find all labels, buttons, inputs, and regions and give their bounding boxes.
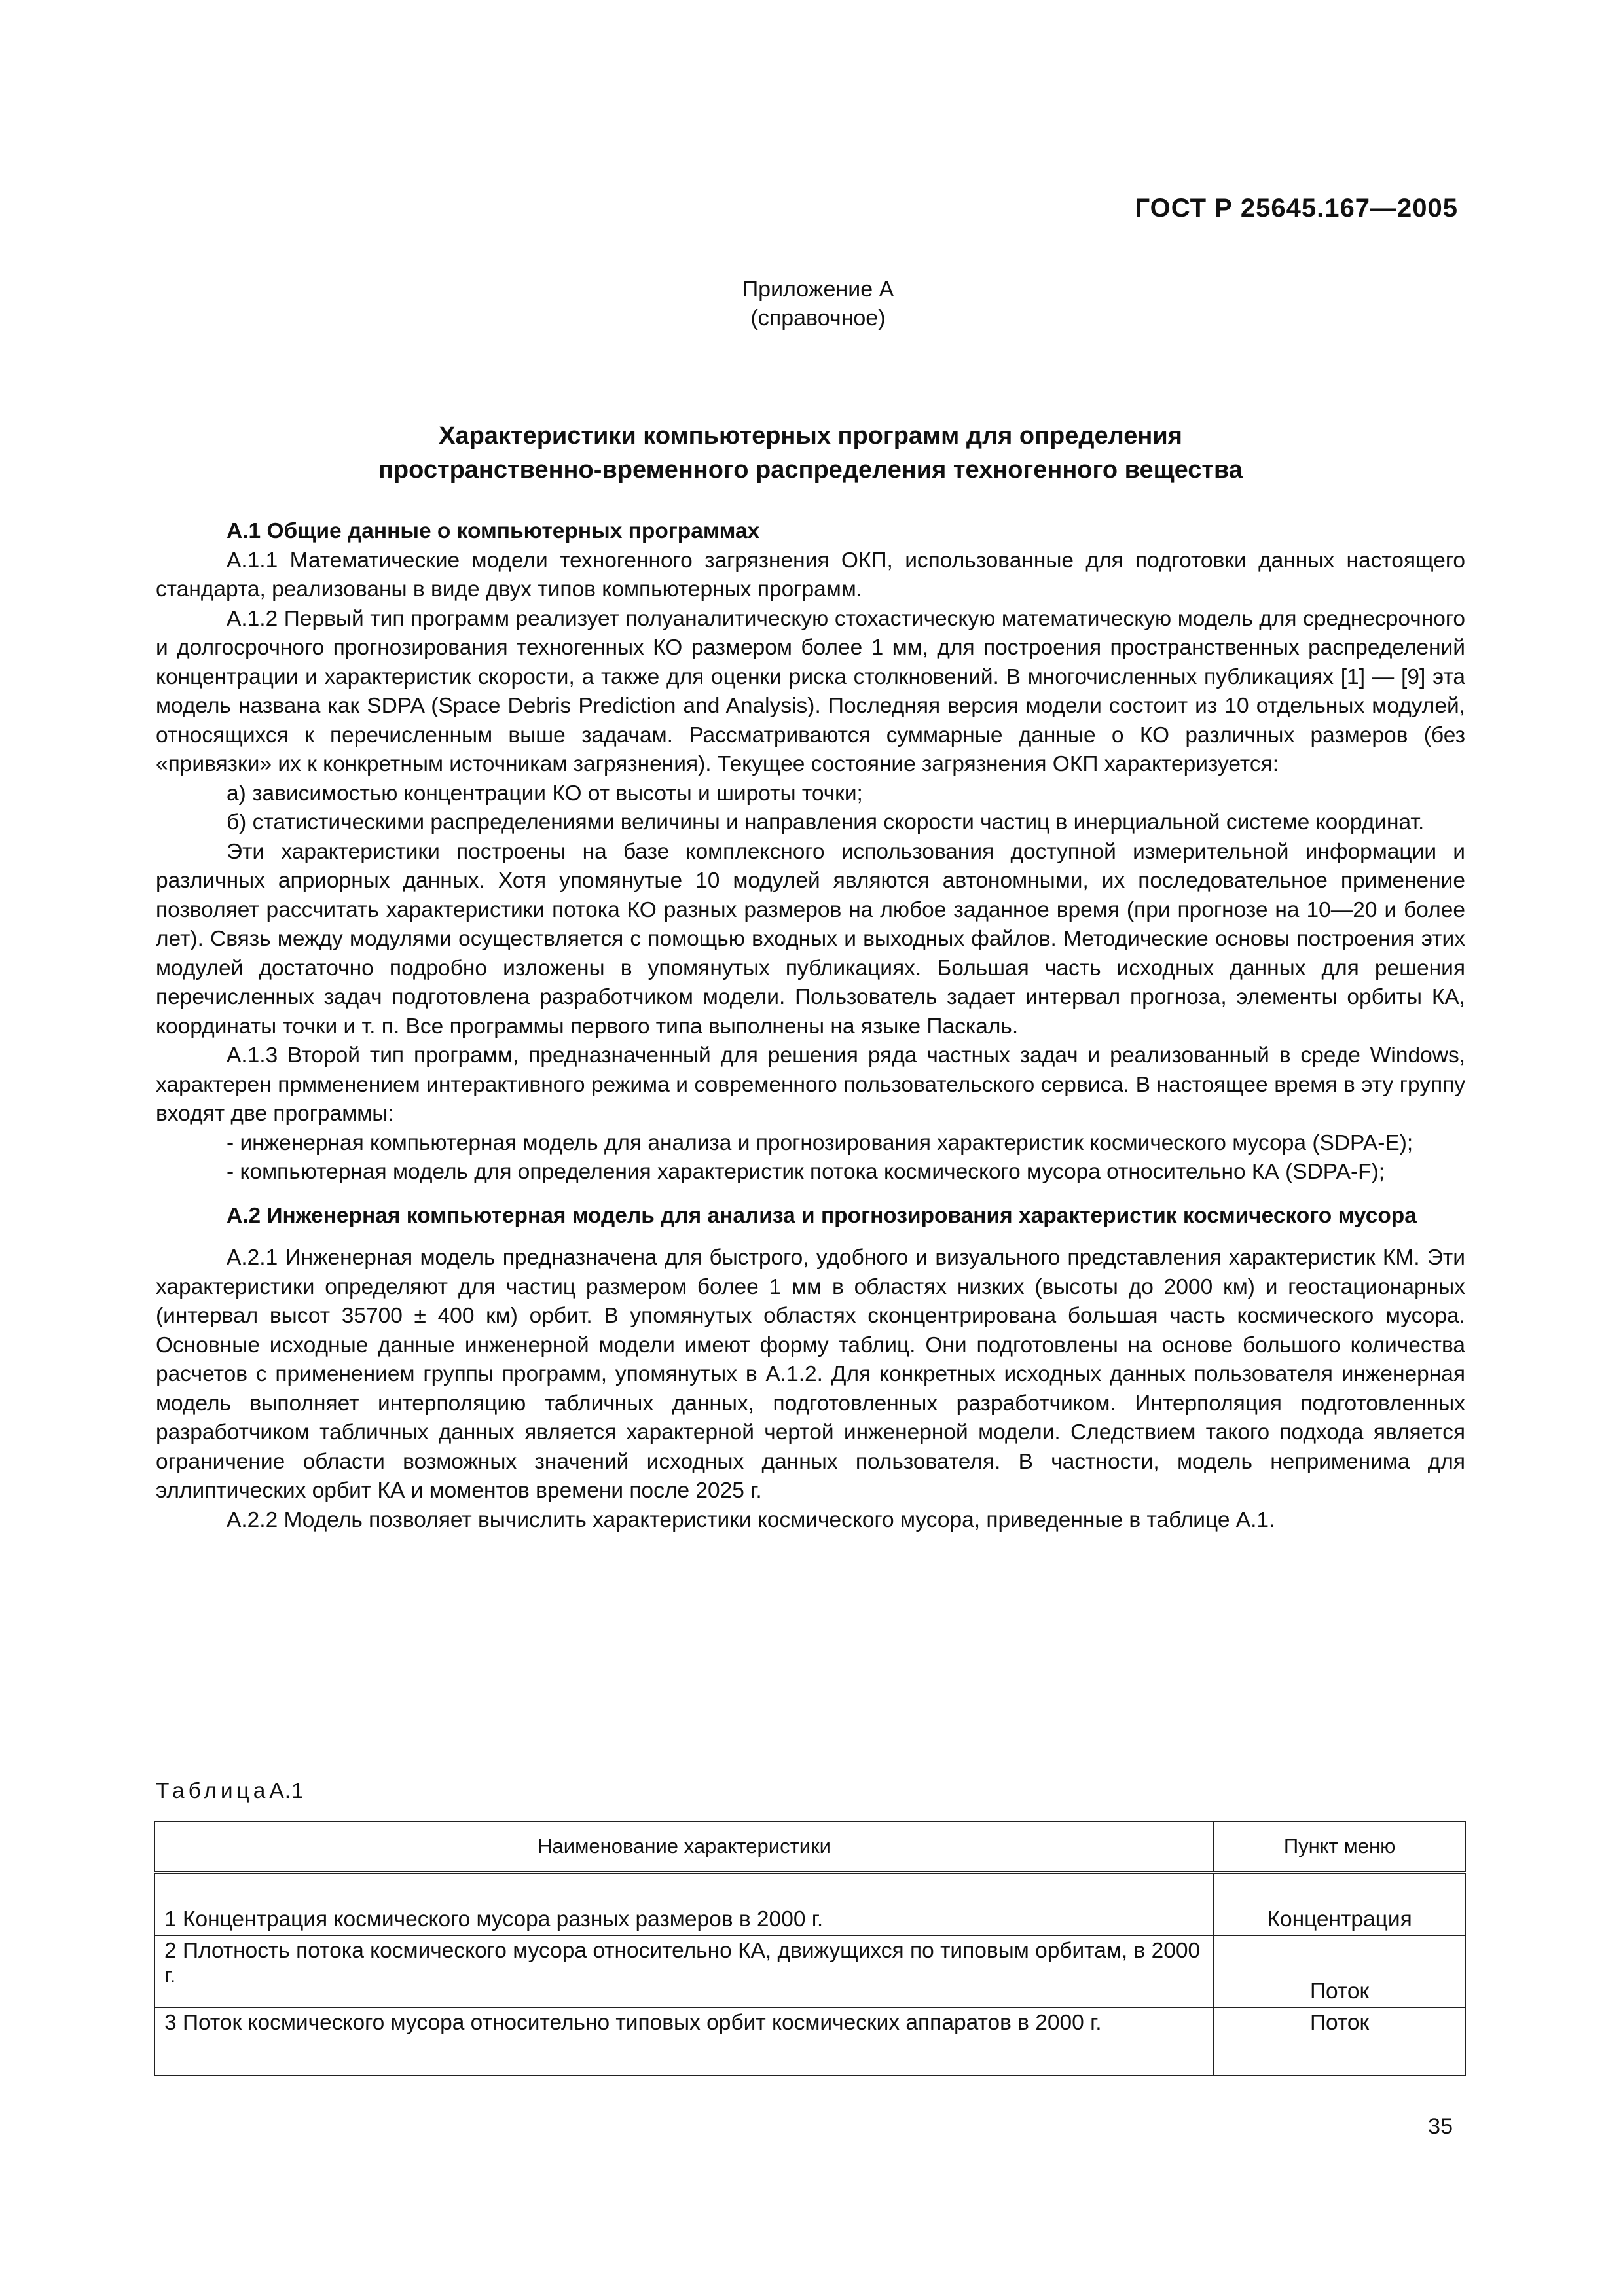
header-characteristic: Наименование характеристики: [155, 1821, 1214, 1873]
list-item-b: б) статистическими распределениями величины и направления скорости частиц в инерциальной системе координат.: [227, 810, 1425, 834]
paragraph-a2-1: А.2.1 Инженерная модель предназначена для быстрого, удобного и визуального представления характеристик КМ. Эти характеристики определяют для частиц размером более 1 мм в областях низких (высоты до 2000 км) и геостационарных (интервал высот 35700 ± 400 км) орбит. В упомянутых областях сконцентрирована большая часть космического мусора. Основные исходные данные инженерной модели имеют форму таблиц. Они подготовлены на основе большого количества расчетов с применением группы программ, упомянутых в А.1.2. Для конкретных исходных данных пользователя инженерная модель выполняет интерполяцию табличных данных, подготовленных разработчиком. Интерполяция подготовленных разработчиком табличных данных является характерной чертой инженерной модели. Следствием такого подхода является ограничение области возможных значений исходных данных пользователя. В частности, модель неприменима для эллиптических орбит КА и моментов времени после 2025 г.: [156, 1246, 1465, 1503]
standard-code: ГОСТ Р 25645.167—2005: [1135, 194, 1458, 223]
title-line-2: пространственно-временного распределения техногенного вещества: [378, 456, 1243, 484]
annex-title: Приложение А: [742, 277, 894, 302]
table-cell-characteristic: 2 Плотность потока космического мусора относительно КА, движущихся по типовым орбитам, в 2000 г.: [155, 1935, 1214, 2007]
table-caption-number: А.1: [269, 1779, 304, 1803]
table-cell-characteristic: 1 Концентрация космического мусора разных размеров в 2000 г.: [155, 1873, 1214, 1935]
annex-status: (справочное): [750, 306, 886, 331]
document-title: [156, 419, 1465, 487]
table-caption-label: Таблица: [156, 1779, 270, 1803]
table-cell-characteristic: 3 Поток космического мусора относительно типовых орбит космических аппаратов в 2000 г.: [155, 2007, 1214, 2075]
table-caption: [156, 1779, 304, 1804]
body-text: [156, 517, 1465, 1535]
characteristics-table: [154, 1821, 1466, 2076]
list-item-sdpa-f: - компьютерная модель для определения характеристик потока космического мусора относительно КА (SDPA-F);: [227, 1160, 1385, 1184]
table-cell-menu: Концентрация: [1214, 1873, 1465, 1935]
table-row: [155, 1935, 1465, 2007]
section-heading-a2: А.2 Инженерная компьютерная модель для анализа и прогнозирования характеристик космического мусора: [227, 1203, 1417, 1228]
table-cell-menu: Поток: [1214, 2007, 1465, 2075]
paragraph-a2-2: А.2.2 Модель позволяет вычислить характеристики космического мусора, приведенные в таблице А.1.: [227, 1507, 1275, 1532]
title-line-1: Характеристики компьютерных программ для определения: [439, 422, 1182, 450]
paragraph-a1-2-cont: Эти характеристики построены на базе комплексного использования доступной измерительной информации и различных априорных данных. Хотя упомянутые 10 модулей являются автономными, их последовательное применение позволяет рассчитать характеристики потока КО разных размеров на любое заданное время (при прогнозе на 10—20 и более лет). Связь между модулями осуществляется с помощью входных и выходных файлов. Методические основы построения этих модулей достаточно подробно изложены в упомянутых публикациях. Большая часть исходных данных для решения перечисленных задач подготовлена разработчиком модели. Пользователь задает интервал прогноза, элементы орбиты КА, координаты точки и т. п. Все программы первого типа выполнены на языке Паскаль.: [156, 839, 1465, 1039]
table-header-row: [155, 1821, 1465, 1873]
list-item-a: а) зависимостью концентрации КО от высоты и широты точки;: [227, 781, 863, 806]
section-heading-a1: А.1 Общие данные о компьютерных программах: [227, 519, 760, 543]
annex-label: [0, 275, 1623, 332]
paragraph-a1-2: А.1.2 Первый тип программ реализует полуаналитическую стохастическую математическую модель для среднесрочного и долгосрочного прогнозирования техногенных КО размером более 1 мм, для построения пространственных распределений концентрации и характеристик скорости, а также для оценки риска столкновений. В многочисленных публикациях [1] — [9] эта модель названа как SDPA (Space Debris Prediction and Analysis). Последняя версия модели состоит из 10 отдельных модулей, относящихся к перечисленным выше задачам. Рассматриваются суммарные данные о КО различных размеров (без «привязки» их к конкретным источникам загрязнения). Текущее состояние загрязнения ОКП характеризуется:: [156, 606, 1465, 776]
paragraph-a1-3: А.1.3 Второй тип программ, предназначенный для решения ряда частных задач и реализованный в среде Windows, характерен прмменением интерактивного режима и современного пользовательского сервиса. В настоящее время в эту группу входят две программы:: [156, 1043, 1465, 1126]
table-row: [155, 2007, 1465, 2075]
page-number: 35: [1428, 2114, 1453, 2139]
header-menu-item: Пункт меню: [1214, 1821, 1465, 1873]
paragraph-a1-1: А.1.1 Математические модели техногенного загрязнения ОКП, использованные для подготовки данных настоящего стандарта, реализованы в виде двух типов компьютерных программ.: [156, 548, 1465, 601]
table-row: [155, 1873, 1465, 1935]
list-item-sdpa-e: - инженерная компьютерная модель для анализа и прогнозирования характеристик космического мусора (SDPA-E);: [227, 1130, 1413, 1155]
table-cell-menu: Поток: [1214, 1935, 1465, 2007]
